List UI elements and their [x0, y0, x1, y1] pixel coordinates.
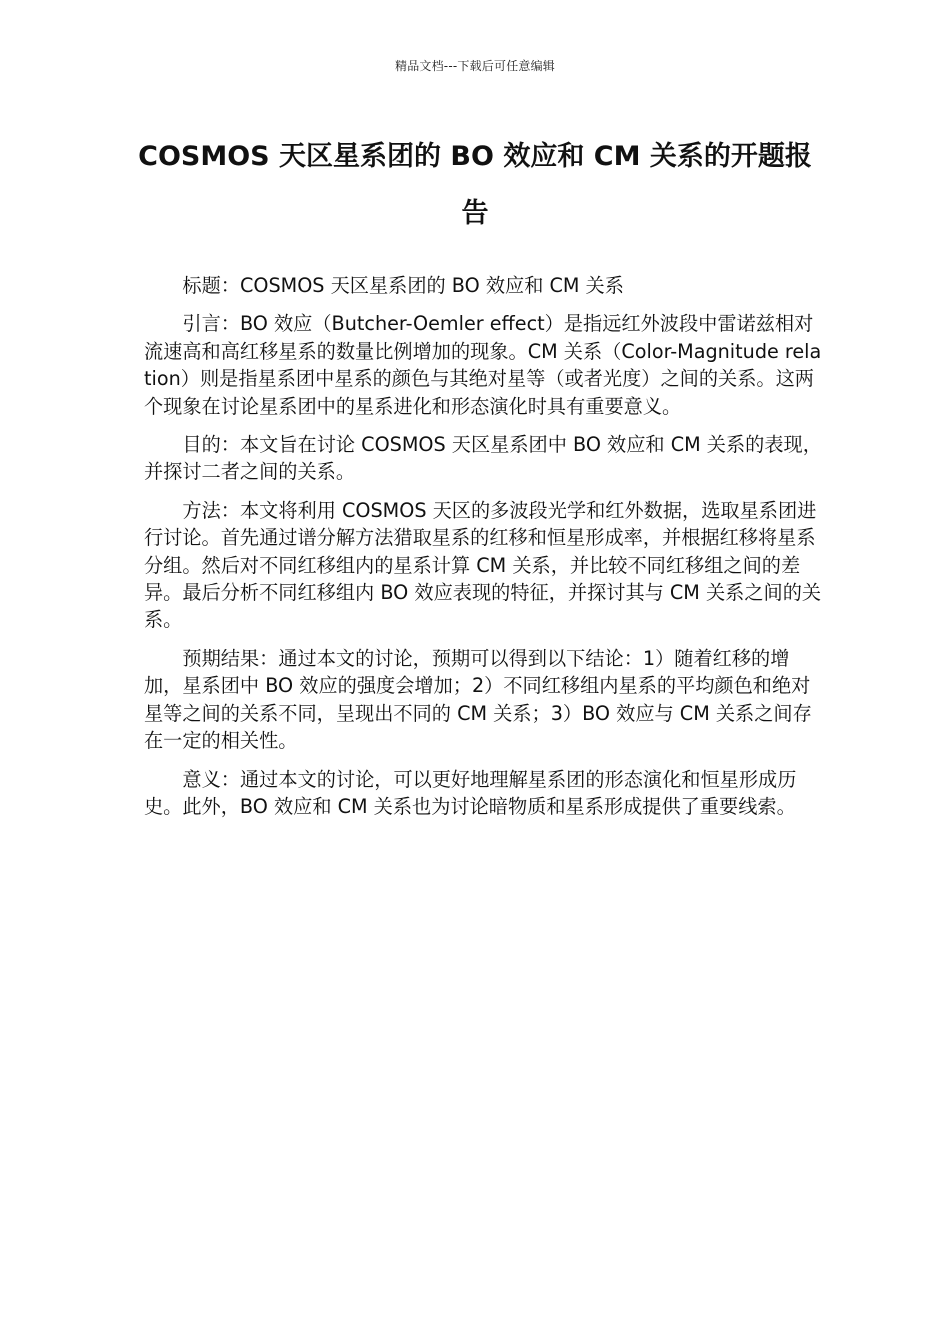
document-body: [144, 272, 822, 831]
paragraph-expected-results: 预期结果：通过本文的讨论，预期可以得到以下结论：1）随着红移的增加，星系团中 BO 效应的强度会增加；2）不同红移组内星系的平均颜色和绝对星等之间的关系不同，呈现出不同的 CM 关系；3）BO 效应与 CM 关系之间存在一定的相关性。: [144, 646, 812, 753]
paragraph-purpose: 目的：本文旨在讨论 COSMOS 天区星系团中 BO 效应和 CM 关系的表现，并探讨二者之间的关系。: [144, 433, 822, 484]
paragraph-introduction: 引言：BO 效应（Butcher-Oemler effect）是指远红外波段中雷诺兹相对流速高和高红移星系的数量比例增加的现象。CM 关系（Color-Magnitude relation）则是指星系团中星系的颜色与其绝对星等（或者光度）之间的关系。这两个现象在讨论星系团中的星系进化和形态演化时具有重要意义。: [144, 312, 822, 418]
paragraph-title-line: 标题：COSMOS 天区星系团的 BO 效应和 CM 关系: [182, 274, 624, 297]
document-title: COSMOS 天区星系团的 BO 效应和 CM 关系的开题报告: [138, 141, 812, 229]
page-header: 精品文档---下载后可任意编辑: [395, 59, 555, 73]
paragraph-significance: 意义：通过本文的讨论，可以更好地理解星系团的形态演化和恒星形成历史。此外，BO 效应和 CM 关系也为讨论暗物质和星系形成提供了重要线索。: [144, 767, 797, 818]
paragraph-method: 方法：本文将利用 COSMOS 天区的多波段光学和红外数据，选取星系团进行讨论。首先通过谱分解方法猎取星系的红移和恒星形成率，并根据红移将星系分组。然后对不同红移组内的星系计算 CM 关系，并比较不同红移组之间的差异。最后分析不同红移组内 BO 效应表现的特征，并探讨其与 CM 关系之间的关系。: [144, 498, 822, 632]
